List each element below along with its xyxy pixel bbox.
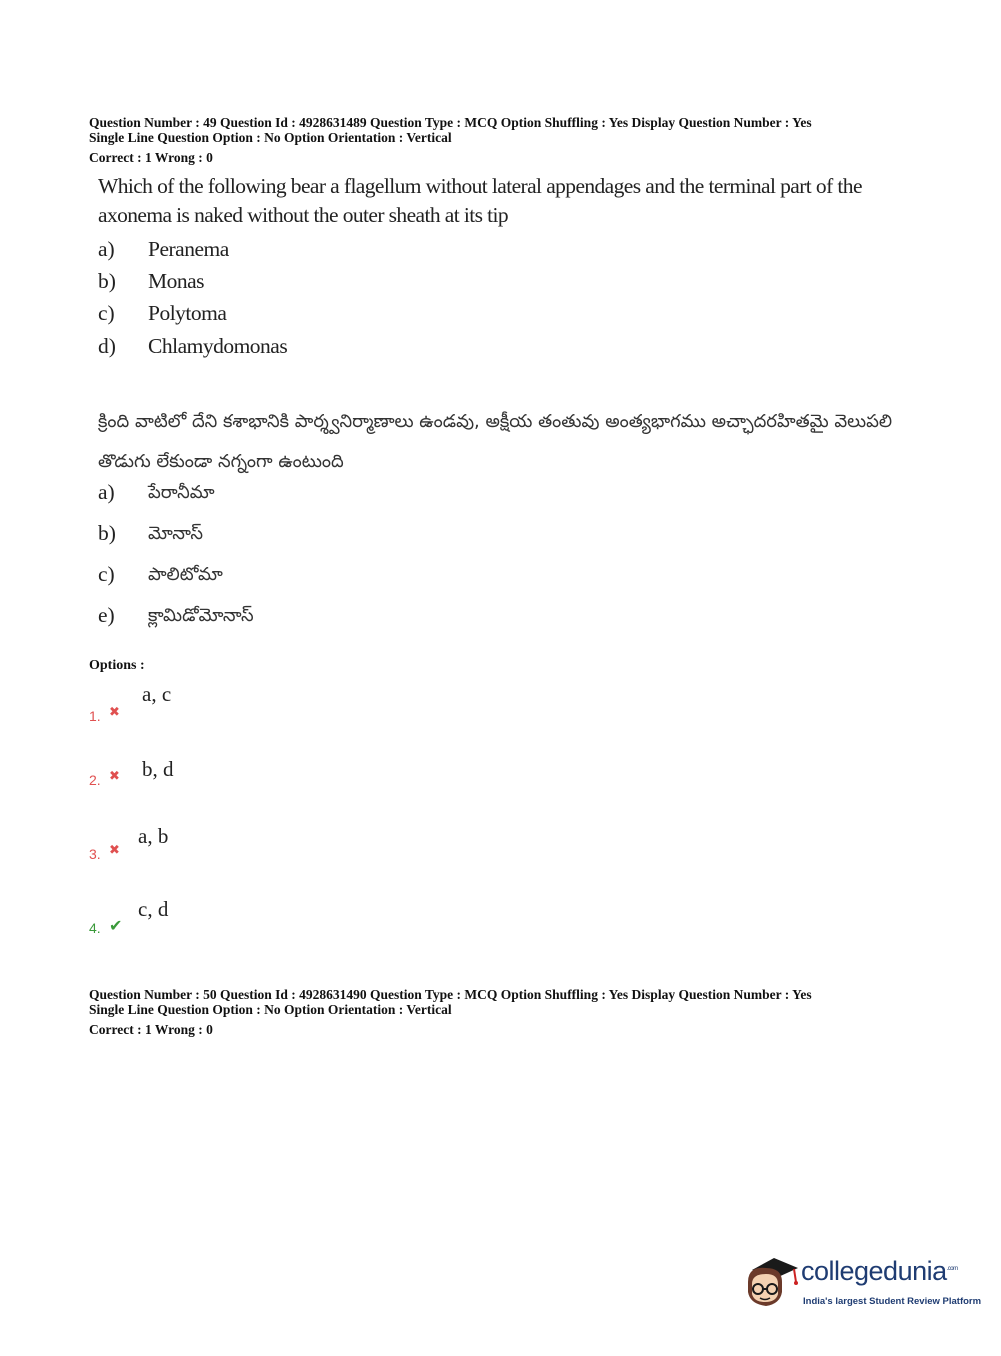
answer-number: 3. (89, 846, 101, 862)
wrong-icon: ✖ (109, 843, 120, 858)
options-heading: Options : (89, 658, 145, 673)
answer-number: 1. (89, 708, 101, 724)
option-text: Peranema (148, 237, 229, 261)
option-label: c) (98, 301, 115, 325)
option-text: పాలిటోమా (148, 564, 223, 585)
answer-value: b, d (142, 757, 174, 781)
wrong-icon: ✖ (109, 769, 120, 784)
option-label: d) (98, 334, 116, 358)
question-meta-line2: Single Line Question Option : No Option Orientation : Vertical (89, 130, 452, 145)
answer-value: a, c (142, 682, 172, 706)
option-text: క్లామిడోమోనాస్ (148, 605, 254, 626)
option-label: a) (98, 480, 115, 504)
question-text-telugu: క్రింది వాటిలో దేని కశాభానికి పార్శ్వనిర్మాణాలు ఉండవు, అక్షీయ తంతువు అంత్యభాగము అచ్ఛాదరహితమై వెలుపలి తొడుగు లేకుండా నగ్నంగా ఉంటుంది (98, 411, 893, 472)
answer-number: 4. (89, 920, 101, 936)
option-label: e) (98, 603, 115, 627)
option-text: పేరానీమా (148, 482, 215, 503)
brand-tagline: India's largest Student Review Platform (803, 1296, 982, 1307)
check-icon: ✔ (109, 916, 123, 935)
option-label: a) (98, 237, 115, 261)
option-text: Polytoma (148, 301, 227, 325)
option-label: c) (98, 562, 115, 586)
question-meta-line1: Question Number : 50 Question Id : 4928631490 Question Type : MCQ Option Shuffling : Yes Display Question Number : Yes (89, 987, 812, 1002)
option-label: b) (98, 521, 116, 545)
answer-value: a, b (138, 824, 169, 848)
answer-number: 2. (89, 772, 101, 788)
option-label: b) (98, 269, 116, 293)
question-meta-line1: Question Number : 49 Question Id : 4928631489 Question Type : MCQ Option Shuffling : Yes Display Question Number : Yes (89, 115, 812, 130)
option-text: Chlamydomonas (148, 334, 288, 358)
question-meta-line2: Single Line Question Option : No Option Orientation : Vertical (89, 1002, 452, 1017)
question-marks: Correct : 1 Wrong : 0 (89, 150, 213, 165)
option-text: Monas (148, 269, 205, 293)
answer-value: c, d (138, 897, 169, 921)
collegedunia-logo (742, 1248, 982, 1320)
question-text-english: Which of the following bear a flagellum without lateral appendages and the terminal part of the axonema is naked without the outer sheath at its tip (98, 174, 862, 227)
wrong-icon: ✖ (109, 705, 120, 720)
option-text: మోనాస్ (148, 523, 204, 544)
question-marks: Correct : 1 Wrong : 0 (89, 1022, 213, 1037)
mascot-icon (742, 1252, 800, 1310)
brand-name: collegedunia$^{.com}$ (801, 1256, 958, 1286)
